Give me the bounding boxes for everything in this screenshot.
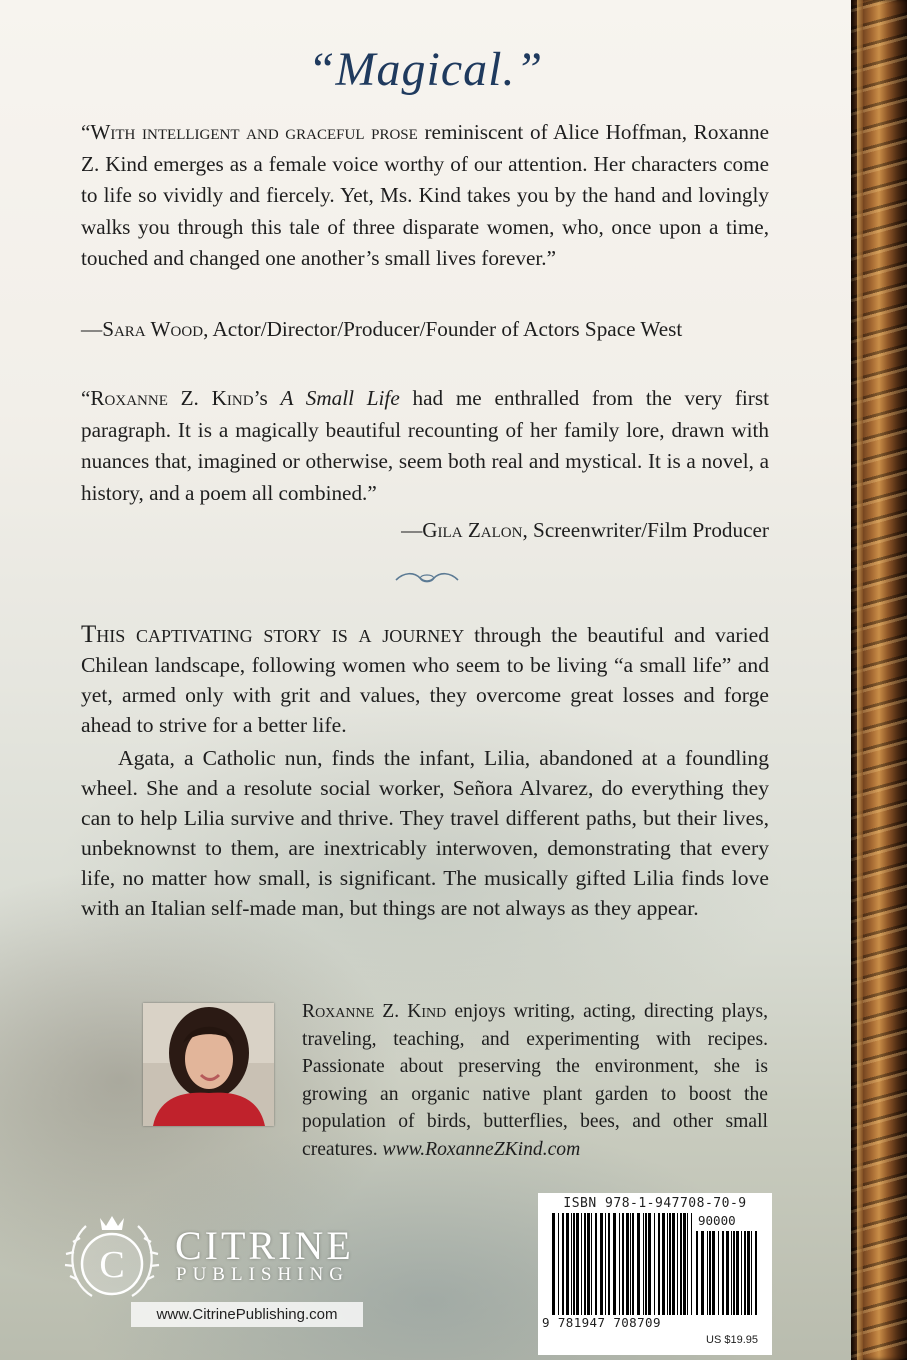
review-1-body: reminiscent of Alice Hoffman, Roxanne Z. Kind emerges as a female voice worthy of our attention. Her characters come to life so vividly and fiercely. Yet, Ms. Kind takes you by the hand and lovingly walks you through this tale of three disparate women, who, once upon a time, touched and changed one another’s small lives forever.” bbox=[81, 120, 769, 270]
flourish-ornament-icon bbox=[392, 568, 462, 588]
review-2-name: Gila Zalon bbox=[422, 518, 523, 542]
review-quote-1 bbox=[81, 117, 769, 275]
review-2-attribution: —Gila Zalon, Screenwriter/Film Producer bbox=[401, 518, 769, 542]
cover-hook-quote: “Magical.” bbox=[307, 43, 544, 96]
ornate-frame-border bbox=[851, 0, 907, 1360]
isbn-barcode-block bbox=[538, 1193, 772, 1355]
author-website-link[interactable]: www.RoxanneZKind.com bbox=[382, 1138, 581, 1160]
logo-letter: C bbox=[99, 1244, 125, 1286]
review-2-body: had me enthralled from the very first paragraph. It is a magically beautiful recounting of her family lore, drawn with nuances that, imagined or otherwise, seem both real and mystical. It is a novel, a history, and a poem all combined.” bbox=[81, 386, 769, 505]
price-code: 90000 bbox=[698, 1213, 736, 1228]
barcode-digits: 9 781947 708709 bbox=[542, 1315, 661, 1330]
review-2-author: Roxanne Z. Kind bbox=[90, 386, 254, 410]
addon-barcode-bars bbox=[696, 1231, 762, 1315]
bio-author-name: Roxanne Z. Kind bbox=[302, 1001, 447, 1022]
publisher-name: CITRINE bbox=[175, 1223, 354, 1268]
review-1-lead: “With intelligent and graceful prose bbox=[81, 120, 418, 144]
review-1-name: Sara Wood bbox=[102, 317, 204, 341]
book-price: US $19.95 bbox=[706, 1334, 758, 1346]
review-2-book-title: A Small Life bbox=[280, 386, 400, 410]
publisher-subtitle: PUBLISHING bbox=[176, 1264, 349, 1285]
review-quote-2: “Roxanne Z. Kind’s A Small Life had me enthralled from the very first paragraph. It is a magically beautiful recounting of her family lore, drawn with nuances that, imagined or otherwise, seem both real and mystical. It is a novel, a history, and a poem all combined.” bbox=[81, 386, 769, 505]
barcode-bars bbox=[552, 1213, 692, 1315]
author-bio: Roxanne Z. Kind enjoys writing, acting, directing plays, traveling, teaching, and experimenting with recipes. Passionate about preserving the environment, she is growing an organic native plant garden to boost the population of birds, butterflies, bees, and other small creatures. www.RoxanneZKind.com bbox=[302, 1001, 768, 1160]
description-paragraph-1: This captivating story is a journey through the beautiful and varied Chilean landscape, following women who seem to be living “a small life” and yet, armed only with grit and values, they overcome great losses and forge ahead to strive for a better life. bbox=[81, 621, 769, 737]
author-photo bbox=[143, 1003, 274, 1126]
review-2-role: , Screenwriter/Film Producer bbox=[522, 518, 769, 542]
isbn-number: ISBN 978-1-947708-70-9 bbox=[563, 1196, 747, 1211]
review-1-attribution: —Sara Wood, Actor/Director/Producer/Founder of Actors Space West bbox=[81, 317, 683, 341]
review-1-role: , Actor/Director/Producer/Founder of Actors Space West bbox=[203, 317, 683, 341]
description-lead: This captivating story is a journey bbox=[81, 621, 465, 648]
description-paragraph-2: Agata, a Catholic nun, finds the infant, Lilia, abandoned at a foundling wheel. She and a resolute social worker, Señora Alvarez, do everything they can to help Lilia survive and thrive. They travel different paths, but their lives, unbeknownst to them, are inextricably interwoven, demonstrating that every life, no matter how small, is significant. The musically gifted Lilia finds love with an Italian self-made man, but things are not always as they appear. bbox=[81, 746, 769, 920]
publisher-website-link[interactable]: www.CitrinePublishing.com bbox=[131, 1302, 363, 1327]
